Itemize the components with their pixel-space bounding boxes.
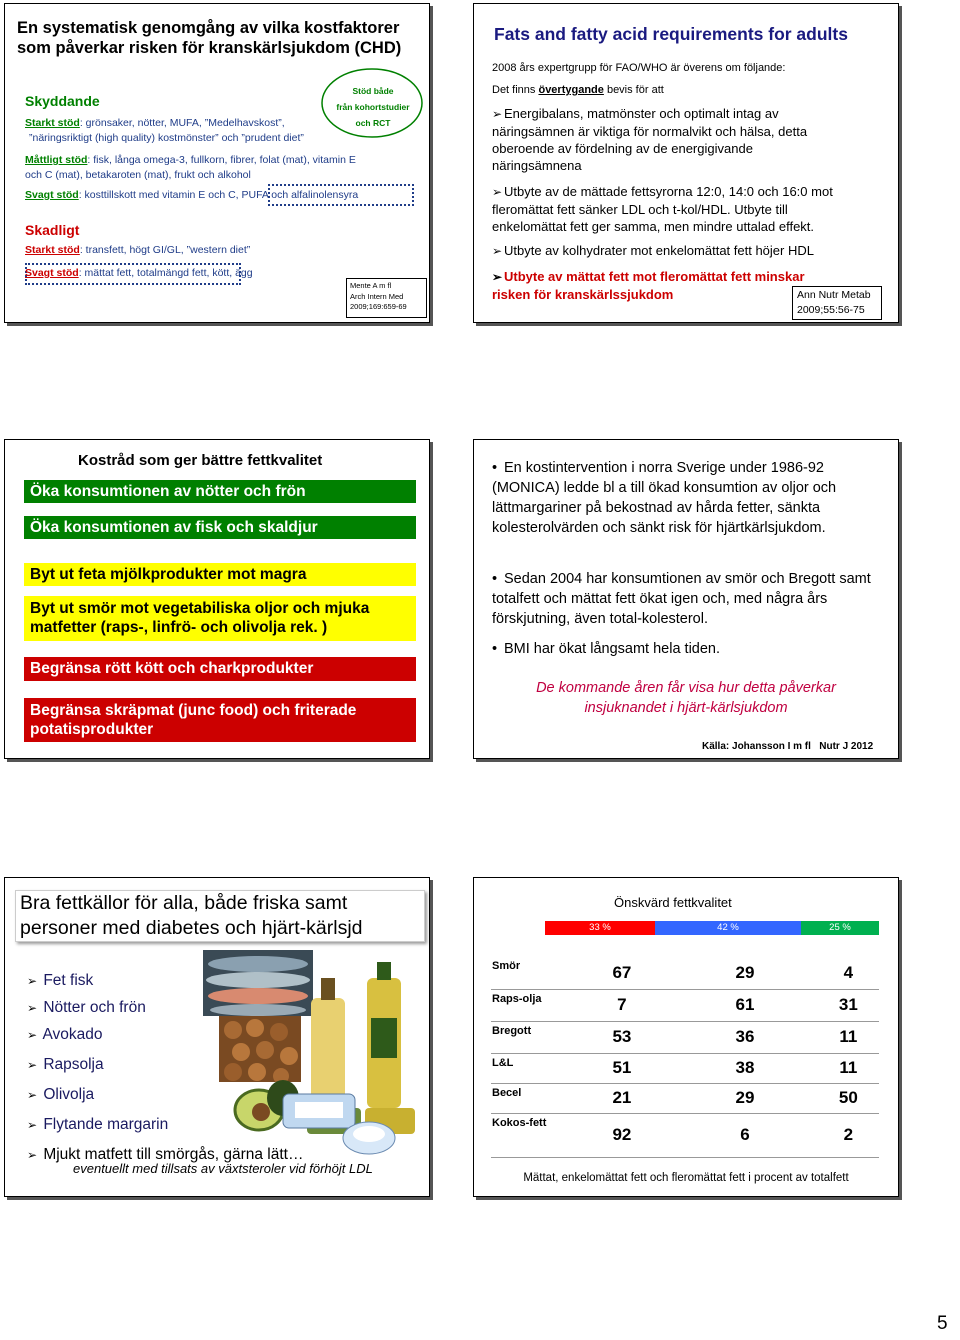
spread-image bbox=[339, 1118, 399, 1158]
protective-heading: Skyddande bbox=[25, 93, 100, 109]
harmful-heading: Skadligt bbox=[25, 222, 80, 238]
arrow-icon: ➢ bbox=[27, 1001, 38, 1015]
slide6-caption: Mättat, enkelomättat fett och fleromättat fett i procent av totalfett bbox=[523, 1172, 849, 1184]
table-cell: 11 bbox=[818, 1053, 879, 1083]
arrow-icon: ➢ bbox=[27, 1028, 38, 1042]
slide2-bullet-2: ➢ Utbyte av de mättade fettsyrorna 12:0, 14:0 och 16:0 mot fleromättat fett sänker LDL och t-kol/HDL. Utbyte till enkelomättat fett ger samma, men mindre uttalad effekt. bbox=[492, 184, 833, 234]
table-cell: 50 bbox=[818, 1083, 879, 1113]
table-cell: 38 bbox=[672, 1053, 818, 1083]
table-cell: 51 bbox=[572, 1053, 672, 1083]
slide2-intro: 2008 års expertgrupp för FAO/WHO är överens om följande: bbox=[492, 62, 786, 74]
table-cell: 53 bbox=[572, 1021, 672, 1053]
table-cell: 61 bbox=[672, 989, 818, 1021]
percent-header-mono: 42 % bbox=[655, 921, 801, 935]
percent-header-saturated: 33 % bbox=[545, 921, 655, 935]
slide4-bullet-1: • En kostintervention i norra Sverige under 1986-92 (MONICA) ledde bl a till ökad konsumtion av oljor och lättmargariner på bekostnad av hårda fetter, sänkta kolesterolvärden och sänkt risk för hjärtkärlsjukdom. bbox=[492, 460, 837, 536]
slide-diet-advice bbox=[4, 439, 430, 759]
page-number: 5 bbox=[937, 1313, 948, 1334]
table-row bbox=[491, 1083, 879, 1113]
slide2-reference: Ann Nutr Metab 2009;55:56-75 bbox=[792, 286, 882, 320]
slide4-bullet-3: • BMI har ökat långsamt hela tiden. bbox=[492, 641, 721, 657]
slide4-italic-note: De kommande åren får visa hur detta påverkar insjuknandet i hjärt-kärlsjukdom bbox=[536, 680, 836, 716]
arrow-icon: ➢ bbox=[27, 1088, 38, 1102]
arrow-icon: ➢ bbox=[492, 185, 503, 199]
table-cell: 29 bbox=[672, 957, 818, 989]
slide4-bullet-2: • Sedan 2004 har konsumtionen av smör och Bregott samt totalfett och mättat fett ökat igen och, med några års förskjutning, även total-kolesterol. bbox=[492, 571, 871, 627]
table-row bbox=[491, 1113, 879, 1157]
table-cell: 92 bbox=[572, 1113, 672, 1157]
table-cell: 6 bbox=[672, 1113, 818, 1157]
arrow-icon: ➢ bbox=[27, 974, 38, 988]
slide5-title: Bra fettkällor för alla, både friska samt personer med diabetes och hjärt-kärlsjd bbox=[15, 890, 425, 942]
slide-intervention bbox=[473, 439, 899, 759]
slide-fat-quality-table bbox=[473, 877, 899, 1197]
fat-source-list: ➢ Fet fisk ➢ Nötter och frön ➢ Avokado ➢ Rapsolja ➢ Olivolja ➢ Flytande margarin ➢ Mjukt matfett till smörgås, gärna lätt… bbox=[27, 966, 303, 1170]
slide1-reference: Mente A m fl Arch Intern Med 2009;169:659-69 bbox=[346, 278, 427, 318]
table-cell: 2 bbox=[818, 1113, 879, 1157]
table-cell: 11 bbox=[818, 1021, 879, 1053]
product-name: L&L bbox=[491, 1053, 572, 1083]
slide1-title: En systematisk genomgång av vilka kostfaktorer som påverkar risken för kranskärlsjukdom (CHD) bbox=[17, 19, 402, 57]
table-row bbox=[491, 957, 879, 989]
slide-chd-review bbox=[4, 3, 430, 323]
table-cell: 67 bbox=[572, 957, 672, 989]
arrow-icon: ➢ bbox=[492, 244, 503, 258]
product-name: Bregott bbox=[491, 1021, 572, 1053]
table-cell: 31 bbox=[818, 989, 879, 1021]
product-name: Raps-olja bbox=[491, 989, 572, 1021]
slide5-note: eventuellt med tillsats av växtsteroler vid förhöjt LDL bbox=[73, 1161, 373, 1176]
arrow-icon: ➢ bbox=[27, 1118, 38, 1132]
advice-nuts: Öka konsumtionen av nötter och frön bbox=[24, 480, 416, 503]
advice-fish: Öka konsumtionen av fisk och skaldjur bbox=[24, 516, 416, 539]
arrow-icon: ➢ bbox=[27, 1148, 38, 1162]
strong-support-protective: Starkt stöd: grönsaker, nötter, MUFA, ”Medelhavskost”, ”näringsriktigt (high quality) kostmönster” och ”prudent diet” bbox=[25, 117, 304, 144]
fat-quality-table bbox=[491, 957, 879, 1158]
advice-junk-food: Begränsa skräpmat (junc food) och friterade potatisprodukter bbox=[24, 698, 416, 742]
product-name: Becel bbox=[491, 1083, 572, 1113]
strong-support-harmful: Starkt stöd: transfett, högt GI/GL, ”western diet” bbox=[25, 244, 251, 256]
slide2-bullet-4: ➢ Utbyte av mättat fett mot fleromättat fett minskar risken för kranskärlssjukdom bbox=[492, 269, 805, 302]
slide2-bullet-1: ➢ Energibalans, matmönster och optimalt intag av näringsämnen är viktiga för normalvikt och hälsa, detta oberoende av fördelning av de energigivande näringsämnena bbox=[492, 106, 808, 173]
table-cell: 29 bbox=[672, 1083, 818, 1113]
arrow-icon: ➢ bbox=[492, 270, 503, 284]
slide2-bullet-3: ➢ Utbyte av kolhydrater mot enkelomättat fett höjer HDL bbox=[492, 243, 814, 258]
table-cell: 21 bbox=[572, 1083, 672, 1113]
table-cell: 7 bbox=[572, 989, 672, 1021]
moderate-support: Måttligt stöd: fisk, långa omega-3, fullkorn, fibrer, folat (mat), vitamin E och C (mat), betakaroten (mat), frukt och alkohol bbox=[25, 154, 356, 181]
advice-red-meat: Begränsa rött kött och charkprodukter bbox=[24, 657, 416, 681]
table-cell: 4 bbox=[818, 957, 879, 989]
slide-fat-sources bbox=[4, 877, 430, 1197]
slide4-source: Källa: Johansson I m fl Nutr J 2012 bbox=[702, 741, 874, 752]
table-row bbox=[491, 1021, 879, 1053]
slide6-title: Önskvärd fettkvalitet bbox=[614, 895, 732, 910]
table-cell: 36 bbox=[672, 1021, 818, 1053]
support-bubble-text: Stöd både från kohortstudier och RCT bbox=[336, 86, 410, 128]
advice-butter: Byt ut smör mot vegetabiliska oljor och mjuka matfetter (raps-, linfrö- och olivolja rek. ) bbox=[24, 596, 416, 641]
weak-support-harmful: Svagt stöd: mättat fett, totalmängd fett, kött, ägg bbox=[25, 267, 253, 279]
table-row bbox=[491, 989, 879, 1021]
percent-header-poly: 25 % bbox=[801, 921, 879, 935]
product-name: Kokos-fett bbox=[491, 1113, 572, 1157]
product-name: Smör bbox=[491, 957, 572, 989]
arrow-icon: ➢ bbox=[492, 107, 503, 121]
arrow-icon: ➢ bbox=[27, 1058, 38, 1072]
slide2-evidence: Det finns övertygande bevis för att bbox=[492, 84, 664, 96]
slide3-title: Kostråd som ger bättre fettkvalitet bbox=[78, 452, 323, 469]
slide-fat-requirements bbox=[473, 3, 899, 323]
table-row bbox=[491, 1053, 879, 1083]
slide2-title: Fats and fatty acid requirements for adults bbox=[494, 24, 848, 44]
advice-dairy: Byt ut feta mjölkprodukter mot magra bbox=[24, 563, 416, 586]
weak-support-protective: Svagt stöd: kosttillskott med vitamin E och C, PUFA och alfalinolensyra bbox=[25, 189, 359, 201]
